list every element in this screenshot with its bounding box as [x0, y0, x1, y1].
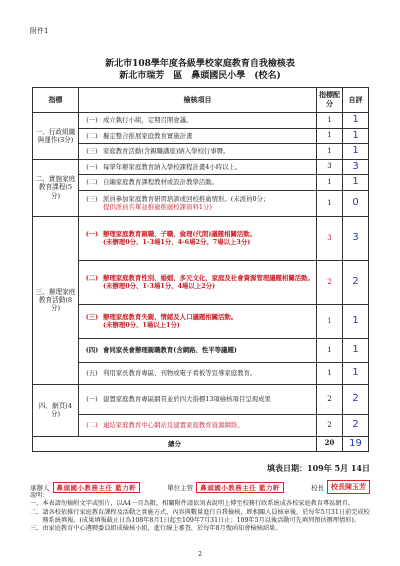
item-text: 利用家長教育專區、刊物或電子看板等宣導家庭教育。 [103, 369, 257, 377]
table-row [33, 304, 369, 338]
item-cell [79, 362, 317, 384]
item-text: 每學年辦家庭教育納入學校課程計畫4小時以上。 [103, 162, 242, 171]
self-score-cell: 3 [343, 159, 369, 175]
notes-section [30, 492, 370, 534]
item-cell [79, 128, 317, 144]
table-row [33, 414, 369, 436]
category-cell: 二、實施家庭教育課程(5分) [33, 159, 79, 216]
total-self-score: 19 [343, 436, 369, 452]
item-cell [79, 260, 317, 304]
principal-label: 校長 [311, 483, 324, 492]
header-score: 指標配分 [317, 88, 343, 113]
note-item [30, 525, 370, 533]
category-cell: 四、網頁(4分) [33, 384, 79, 436]
item-text: 自編家庭教育課程教材或設計教學活動。 [103, 178, 219, 187]
item-cell [79, 384, 317, 414]
item-number: (二) [86, 178, 98, 187]
handler-signature [30, 482, 140, 493]
fill-date: 填表日期：109年 5月 14日 [267, 463, 370, 473]
self-score-cell: 1 [343, 362, 369, 384]
item-number: (二) [85, 274, 99, 282]
header-item: 檢核項目 [79, 88, 317, 113]
table-row [33, 113, 369, 129]
self-score-cell: 1 [343, 144, 369, 160]
item-text-detail: (未辦理0分、1場以上1分) [103, 321, 180, 329]
item-cell [79, 304, 317, 338]
note-text: 請各校依推行家庭教育課程及活動之實施方式，內容與數量進行自我檢核，經相關人員核章後，於每年5月31日前完成校務系統填報。(成果填報截止日為108年8月1日起至109年7月31日止；109年5月以後活動可先填列預估辦理情形)。 [42, 508, 370, 525]
item-cell [79, 216, 317, 260]
document-title: 新北市108學年度各級學校家庭教育自我檢核表 [105, 59, 295, 69]
item-number: (一) [86, 116, 98, 125]
item-text: 建置家庭教育專區網頁並於四大指標13項檢核項目呈現成果 [103, 395, 271, 403]
item-number: (五) [86, 369, 98, 377]
item-text: 辦理家庭教育親職、子職、倫理(代間)議題相關活動。 [103, 230, 257, 238]
table-row [33, 216, 369, 260]
document-subtitle: 新北市瑞芳 區 鼻頭國民小學 (校名) [119, 71, 281, 81]
self-score-cell: 3 [343, 216, 369, 260]
score-cell: 3 [317, 159, 343, 175]
item-cell [79, 144, 317, 160]
score-cell: 2 [317, 260, 343, 304]
note-text: 本表請勿檢附文字或照片，以A4一頁為限，相關附件請依須表說明上傳至校務行政系統成各校家庭教育專區網頁。 [42, 500, 354, 508]
self-score-cell: 1 [343, 338, 369, 362]
score-cell: 1 [317, 190, 343, 216]
self-score-cell: 2 [343, 414, 369, 436]
score-cell: 2 [317, 414, 343, 436]
item-cell [79, 190, 317, 216]
total-score: 20 [317, 436, 343, 452]
note-number: 三、 [30, 525, 43, 533]
score-cell: 1 [317, 304, 343, 338]
table-row [33, 384, 369, 414]
table-row [33, 175, 369, 191]
item-number: (一) [86, 395, 98, 403]
item-cell [79, 113, 317, 129]
score-cell: 1 [317, 175, 343, 191]
item-number: (三) [86, 195, 98, 203]
table-header-row [33, 88, 369, 113]
unit-stamp: 鼻頭國小教務主任 藍力軒 [196, 482, 284, 493]
item-text: 辦理家庭教育失親、情緒及人口議題相關活動。 [103, 313, 238, 321]
note-number: 一、 [30, 500, 43, 508]
principal-stamp: 校長陳玉芳 [327, 480, 370, 494]
score-cell: 1 [317, 362, 343, 384]
self-score-cell: 1 [343, 175, 369, 191]
attachment-label: 附件1 [30, 27, 49, 35]
score-cell: 1 [317, 128, 343, 144]
score-cell: 3 [317, 216, 343, 260]
self-score-cell: 0 [343, 190, 369, 216]
table-row [33, 159, 369, 175]
total-label: 總分 [33, 436, 317, 452]
self-score-cell: 2 [343, 384, 369, 414]
item-number: (一) [86, 162, 98, 171]
handler-stamp: 鼻頭國小教務主任 藍力軒 [53, 482, 141, 493]
self-check-table [32, 87, 369, 452]
header-self: 自評 [343, 88, 369, 113]
table-row [33, 338, 369, 362]
category-cell: 一、行政組織與運作(3分) [33, 113, 79, 160]
note-item [30, 500, 370, 508]
table-row [33, 362, 369, 384]
table-row [33, 144, 369, 160]
score-cell: 2 [317, 384, 343, 414]
table-row [33, 260, 369, 304]
item-text: 會同家長會辦理親職教育(含網路、性平等議題) [103, 346, 237, 354]
category-cell: 三、辦理家庭教育活動(8分) [33, 216, 79, 384]
item-cell [79, 159, 317, 175]
table-row [33, 128, 369, 144]
item-number: (三) [86, 147, 98, 156]
note-item [30, 509, 370, 526]
item-text-detail: (未辦理0分、1-3場1分、4-6場2分、7場以上3分) [103, 238, 251, 246]
item-number: (二) [86, 131, 98, 140]
item-number: (二) [86, 421, 98, 429]
item-text-highlight: 提供派員名單並推廣推廣校課資料1分) [103, 203, 212, 211]
item-text: 辦理家庭教育性別、婚姻、多元文化、家庭及社會資源管理議題相關活動。(未辦理0分、1-3場1分、4場以上2分) [103, 274, 314, 290]
score-cell: 1 [317, 338, 343, 362]
item-cell [79, 338, 317, 362]
unit-label: 單位主管 [167, 483, 194, 492]
self-score-cell: 1 [343, 304, 369, 338]
handler-label: 承辦人 [30, 483, 50, 492]
note-number: 二、 [30, 508, 43, 516]
score-cell: 1 [317, 144, 343, 160]
item-text: 連結家庭教育中心網站及建置家庭教育資源網絡。 [103, 421, 244, 429]
page-number: 2 [198, 551, 202, 558]
self-score-cell: 1 [343, 128, 369, 144]
item-text: 派員參加家庭教育研習培訓或回校推廣情形。(未派員0分； [103, 195, 270, 203]
item-cell [79, 414, 317, 436]
item-text: 擬定整合推展家庭教育實施計畫 [103, 131, 193, 140]
item-text: 家庭教育活動(含親職講座)納入學校行事曆。 [103, 147, 230, 156]
self-score-cell: 1 [343, 113, 369, 129]
item-number: (四) [85, 346, 99, 354]
item-cell [79, 175, 317, 191]
item-number: (一) [85, 230, 99, 238]
total-row [33, 436, 369, 452]
header-category: 指標 [33, 88, 79, 113]
item-number: (三) [85, 313, 99, 321]
self-score-cell: 2 [343, 260, 369, 304]
notes-label: 說明： [30, 492, 49, 499]
unit-signature [167, 482, 284, 493]
score-cell: 1 [317, 113, 343, 129]
note-text: 由家庭教育中心遴聘委員組成檢核小組，進行線上審查，於每年8月復函知會檢核結果。 [42, 525, 282, 533]
item-text: 成立執行小組，定期召開會議。 [103, 116, 193, 125]
table-row [33, 190, 369, 216]
